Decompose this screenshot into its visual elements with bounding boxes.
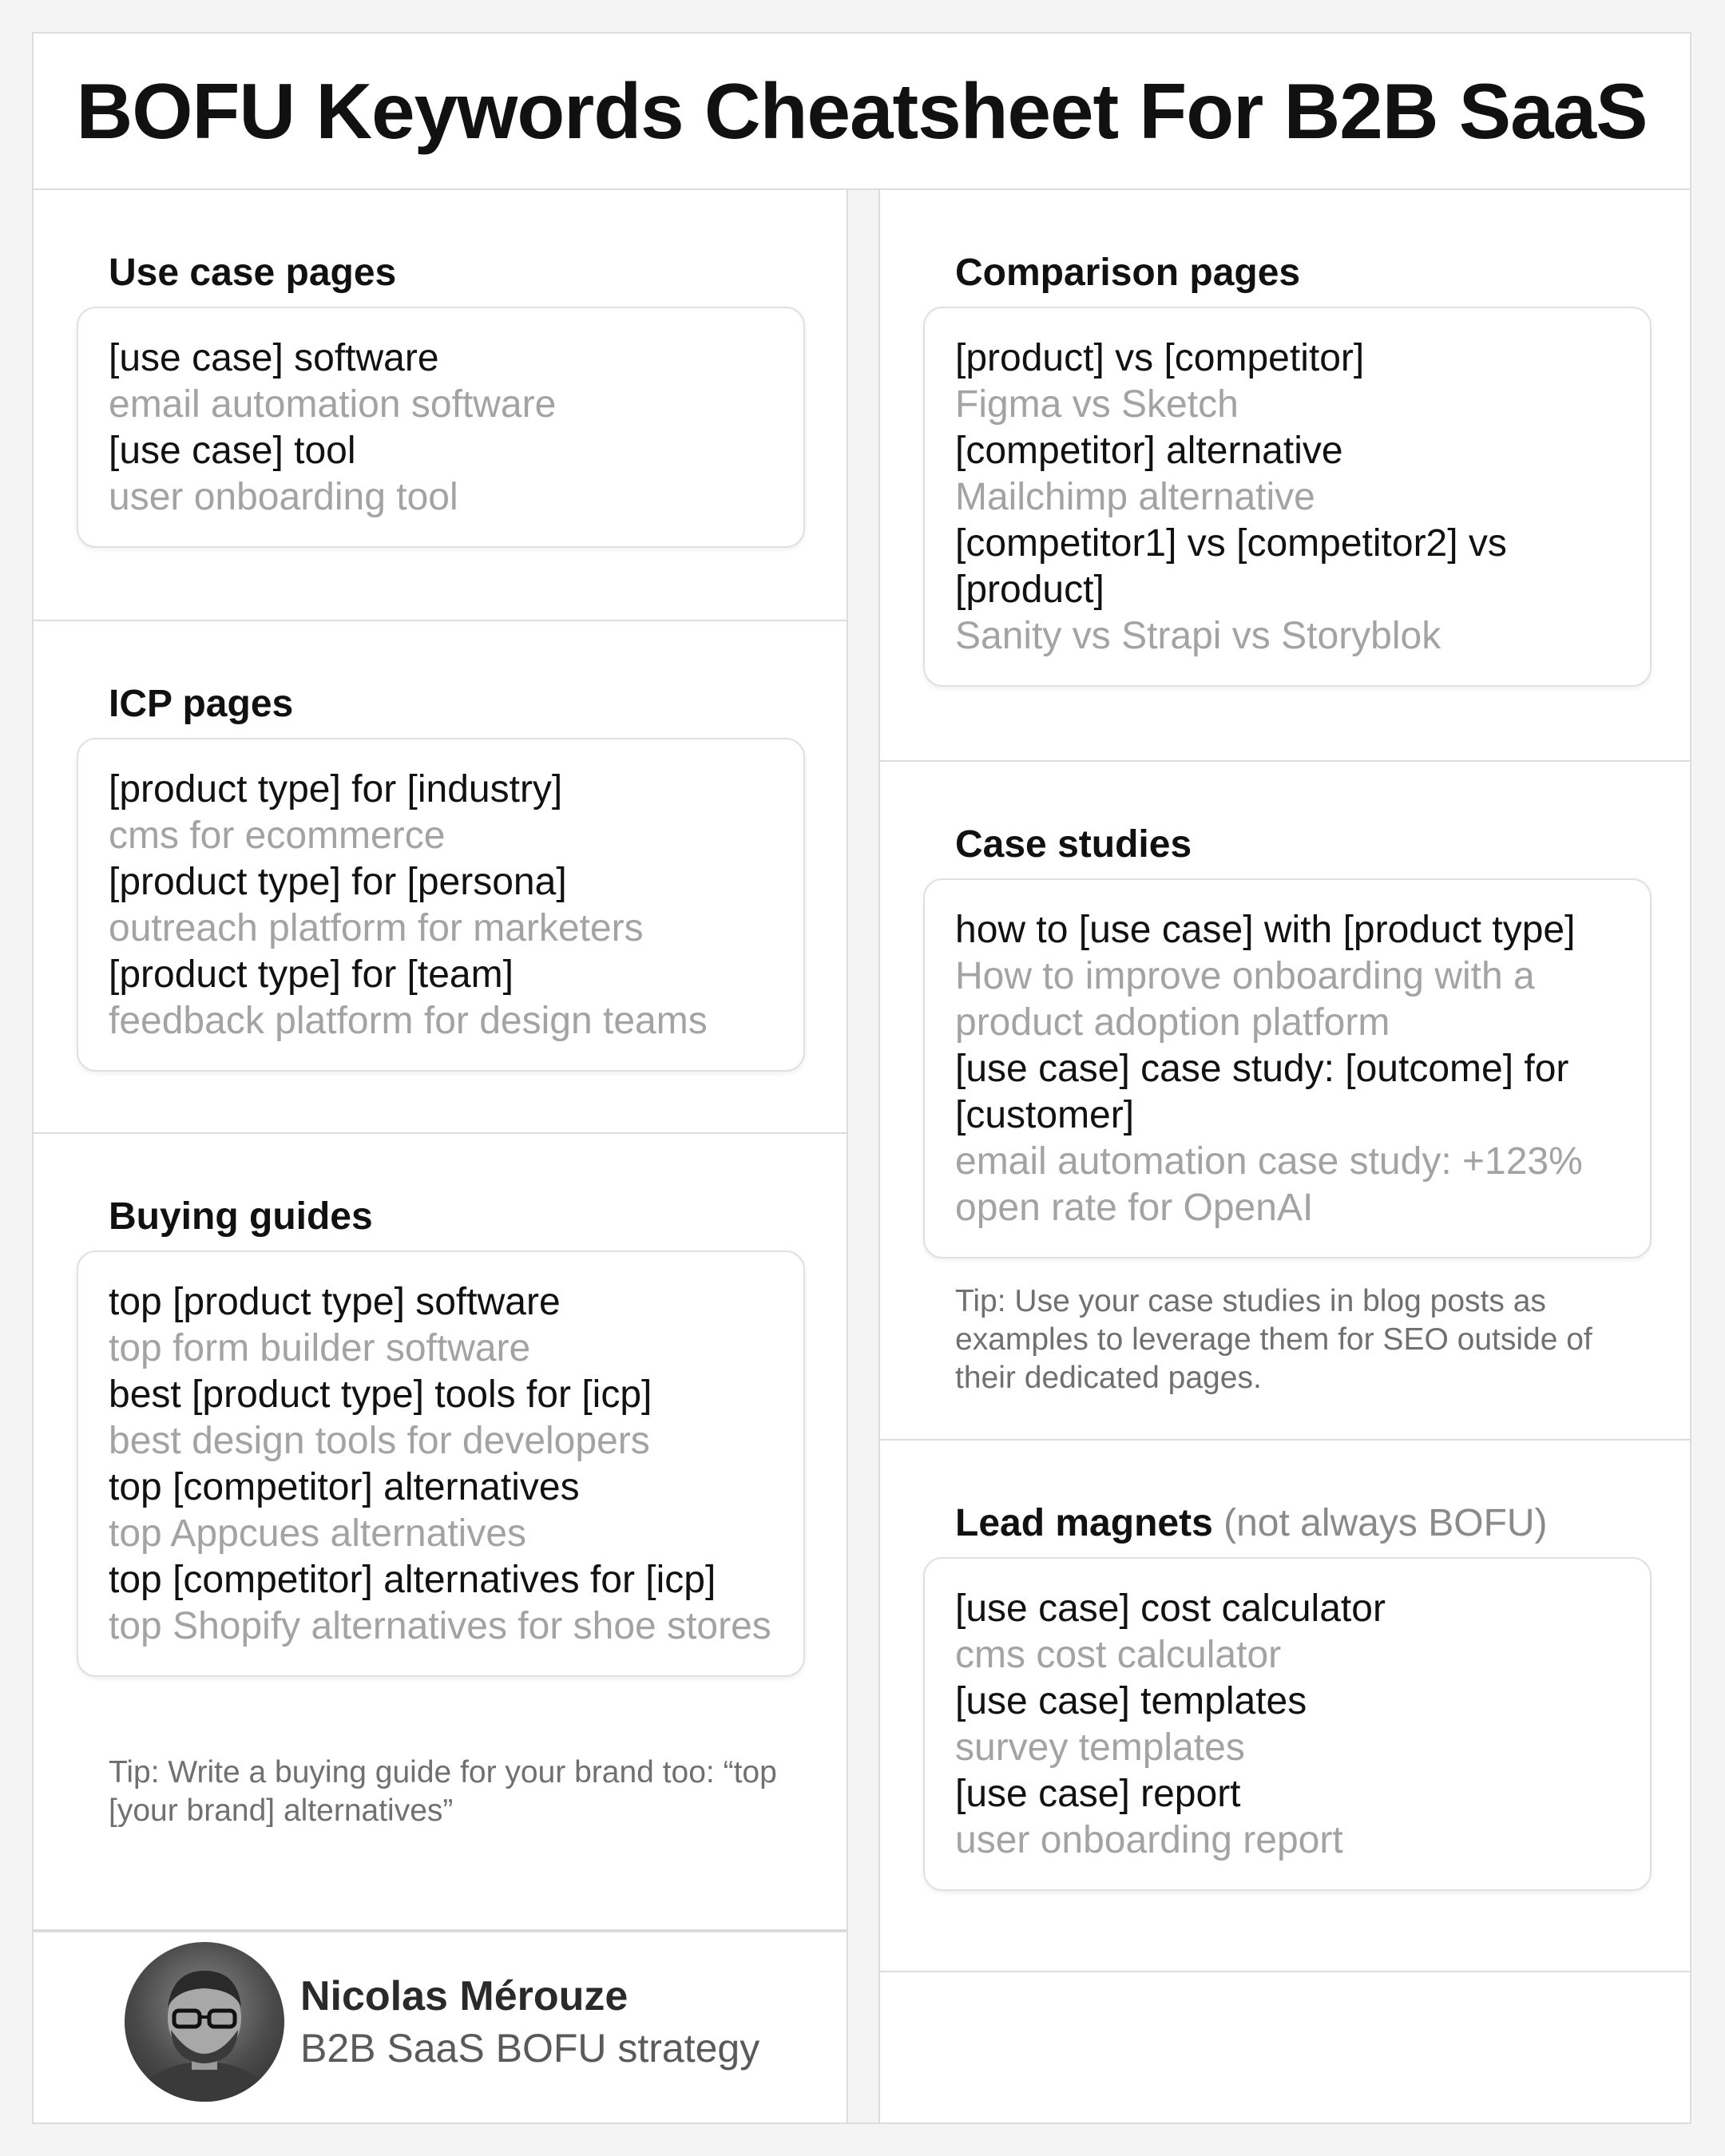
- keyword-example: cms for ecommerce: [109, 814, 446, 857]
- keyword-pattern: [use case] tool: [109, 430, 356, 472]
- tip-text: Tip: Write a buying guide for your brand too: “top [your brand] alternatives”: [109, 1755, 777, 1828]
- keyword-card: [77, 307, 805, 548]
- section-title: [955, 1501, 1548, 1545]
- keyword-example: email automation case study: +123% open rate for OpenAI: [955, 1140, 1583, 1229]
- keyword-pair: [109, 1557, 773, 1650]
- tip-text: Tip: Use your case studies in blog posts as examples to leverage them for SEO outside of their dedicated pages.: [955, 1284, 1592, 1395]
- keyword-pair: [955, 1678, 1620, 1771]
- keyword-pattern: [use case] templates: [955, 1680, 1307, 1722]
- page-title: BOFU Keywords Cheatsheet For B2B SaaS: [34, 34, 1690, 190]
- section-title: Case studies: [955, 823, 1192, 866]
- keyword-pattern: top [competitor] alternatives: [109, 1466, 580, 1508]
- keyword-pattern: [product type] for [persona]: [109, 861, 567, 903]
- keyword-pattern: how to [use case] with [product type]: [955, 909, 1576, 951]
- keyword-pair: [955, 1586, 1620, 1678]
- keyword-example: top Shopify alternatives for shoe stores: [109, 1605, 771, 1647]
- keyword-pair: [109, 335, 773, 428]
- keyword-pattern: top [competitor] alternatives for [icp]: [109, 1559, 716, 1601]
- keyword-example: Figma vs Sketch: [955, 383, 1239, 426]
- keyword-example: survey templates: [955, 1726, 1245, 1769]
- keyword-example: outreach platform for marketers: [109, 907, 644, 949]
- keyword-example: Sanity vs Strapi vs Storyblok: [955, 615, 1441, 657]
- keyword-example: user onboarding report: [955, 1819, 1343, 1861]
- keyword-pattern: [competitor] alternative: [955, 430, 1343, 472]
- keyword-example: feedback platform for design teams: [109, 1000, 708, 1042]
- right-column: [878, 190, 1690, 2122]
- keyword-pair: [109, 428, 773, 521]
- section-title: Use case pages: [109, 252, 397, 294]
- keyword-pattern: [product type] for [industry]: [109, 768, 563, 810]
- section-icp-pages: [34, 621, 847, 1134]
- keyword-pattern: [use case] report: [955, 1773, 1241, 1815]
- keyword-pair: [109, 767, 773, 859]
- author-name: Nicolas Mérouze: [300, 1973, 629, 2019]
- section-buying-guides: [34, 1134, 847, 1932]
- left-column: [34, 190, 848, 2122]
- keyword-example: top form builder software: [109, 1327, 531, 1369]
- author-role: B2B SaaS BOFU strategy: [300, 2026, 760, 2071]
- keyword-pair: [109, 1464, 773, 1557]
- keyword-example: How to improve onboarding with a product adoption platform: [955, 955, 1535, 1044]
- section-lead-magnets: [880, 1441, 1690, 1972]
- portrait-image: [125, 1942, 284, 2102]
- keyword-pattern: [use case] software: [109, 337, 439, 379]
- keyword-pair: [109, 952, 773, 1044]
- keyword-pair: [955, 1046, 1620, 1231]
- keyword-example: user onboarding tool: [109, 476, 458, 518]
- keyword-pair: [109, 1372, 773, 1464]
- keyword-card: [923, 878, 1652, 1258]
- keyword-pair: [109, 859, 773, 952]
- keyword-example: Mailchimp alternative: [955, 476, 1315, 518]
- section-case-studies: [880, 762, 1690, 1441]
- keyword-example: best design tools for developers: [109, 1420, 650, 1462]
- keyword-pattern: [product] vs [competitor]: [955, 337, 1365, 379]
- section-title: ICP pages: [109, 683, 294, 725]
- keyword-pattern: [product type] for [team]: [109, 953, 514, 996]
- keyword-pair: [955, 521, 1620, 660]
- keyword-example: cms cost calculator: [955, 1634, 1282, 1676]
- keyword-card: [77, 1250, 805, 1677]
- keyword-card: [923, 1557, 1652, 1891]
- section-title-main: Lead magnets: [955, 1502, 1213, 1544]
- keyword-example: top Appcues alternatives: [109, 1512, 527, 1555]
- keyword-pair: [955, 428, 1620, 521]
- keyword-pattern: [use case] case study: [outcome] for [customer]: [955, 1048, 1569, 1136]
- keyword-pattern: top [product type] software: [109, 1281, 561, 1323]
- keyword-pair: [955, 1771, 1620, 1864]
- section-use-case-pages: [34, 190, 847, 621]
- author-block: [34, 1929, 847, 2122]
- section-title: Buying guides: [109, 1195, 373, 1238]
- keyword-pair: [109, 1279, 773, 1372]
- section-title-note: (not always BOFU): [1223, 1502, 1548, 1544]
- section-comparison-pages: [880, 190, 1690, 762]
- section-title: Comparison pages: [955, 252, 1301, 294]
- keyword-pair: [955, 907, 1620, 1046]
- keyword-pattern: [use case] cost calculator: [955, 1587, 1386, 1630]
- keyword-card: [923, 307, 1652, 687]
- column-gutter: [848, 190, 878, 2122]
- cheatsheet: [32, 32, 1691, 2124]
- keyword-pattern: best [product type] tools for [icp]: [109, 1373, 652, 1416]
- keyword-example: email automation software: [109, 383, 557, 426]
- keyword-pattern: [competitor1] vs [competitor2] vs [product]: [955, 522, 1507, 611]
- avatar: [125, 1942, 284, 2102]
- keyword-card: [77, 738, 805, 1072]
- keyword-pair: [955, 335, 1620, 428]
